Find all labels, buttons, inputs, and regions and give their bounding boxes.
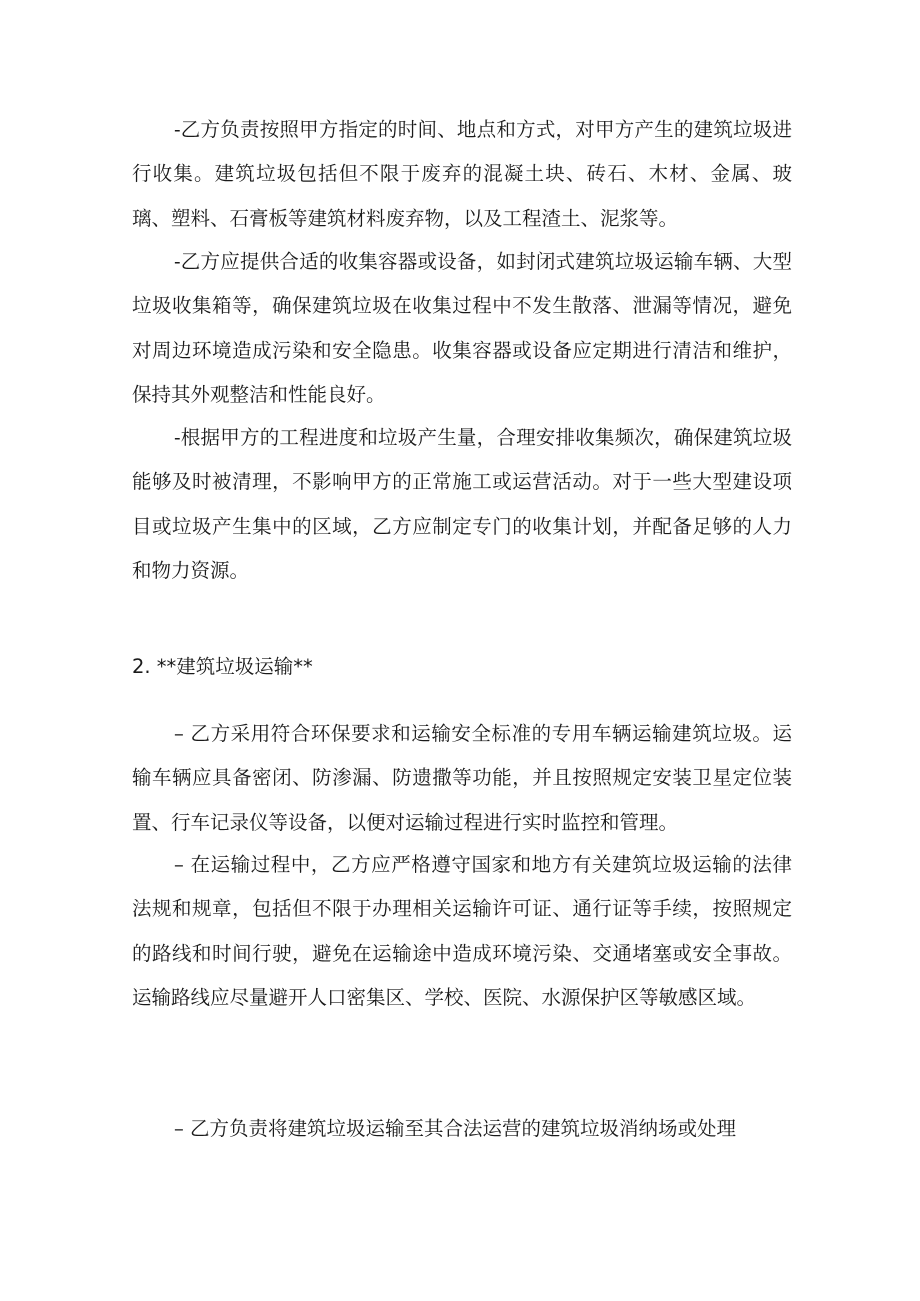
paragraph-transport-regulations: – 在运输过程中，乙方应严格遵守国家和地方有关建筑垃圾运输的法律法规和规章，包括但不限于办理相关运输许可证、通行证等手续，按照规定的路线和时间行驶，避免在运输途中造成环境污染、交通堵塞或安全事故。运输路线应尽量避开人口密集区、学校、医院、水源保护区等敏感区域。 [132,853,792,1009]
paragraph-collection-equipment: -乙方应提供合适的收集容器或设备，如封闭式建筑垃圾运输车辆、大型垃圾收集箱等，确保建筑垃圾在收集过程中不发生散落、泄漏等情况，避免对周边环境造成污染和安全隐患。收集容器或设备应定期进行清洁和维护，保持其外观整洁和性能良好。 [132,250,792,406]
section-heading-transport: 2. **建筑垃圾运输** [132,655,313,678]
paragraph-transport-destination: – 乙方负责将建筑垃圾运输至其合法运营的建筑垃圾消纳场或处理 [174,1117,736,1140]
paragraph-collection-scope: -乙方负责按照甲方指定的时间、地点和方式，对甲方产生的建筑垃圾进行收集。建筑垃圾包括但不限于废弃的混凝土块、砖石、木材、金属、玻璃、塑料、石膏板等建筑材料废弃物，以及工程渣土、泥浆等。 [132,118,792,230]
paragraph-transport-vehicles: – 乙方采用符合环保要求和运输安全标准的专用车辆运输建筑垃圾。运输车辆应具备密闭、防渗漏、防遗撒等功能，并且按照规定安装卫星定位装置、行车记录仪等设备，以便对运输过程进行实时监控和管理。 [132,722,792,834]
paragraph-collection-frequency: -根据甲方的工程进度和垃圾产生量，合理安排收集频次，确保建筑垃圾能够及时被清理，不影响甲方的正常施工或运营活动。对于一些大型建设项目或垃圾产生集中的区域，乙方应制定专门的收集计划，并配备足够的人力和物力资源。 [132,426,792,582]
